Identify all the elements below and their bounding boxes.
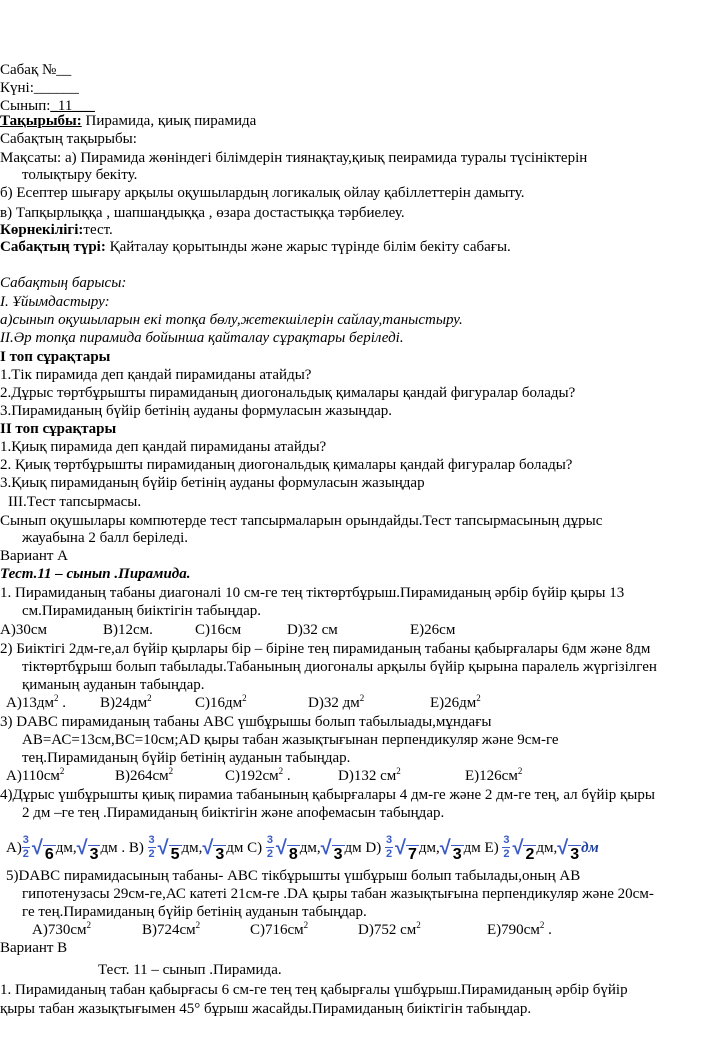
variant-a: Вариант А bbox=[0, 548, 69, 564]
task4-line-2: 2 дм –ге тең .Пирамиданың биіктігін және апофемасын табыңдар. bbox=[22, 805, 445, 821]
task1-option: С)16см bbox=[195, 622, 242, 638]
lesson-topic: Сабақтың тақырыбы: bbox=[0, 131, 137, 147]
task5-line-3: ге тең.Пирамиданың бүйір бетінің ауданын табыңдар. bbox=[22, 904, 367, 920]
sqrt: √ 7 bbox=[395, 836, 417, 863]
group2-q1: 1.Қиық пирамида деп қандай пирамиданы атайды? bbox=[0, 439, 327, 455]
sqrt: √ 3 bbox=[202, 836, 225, 863]
task2-option: D)32 $дм^2$ bbox=[308, 693, 365, 711]
intro-line-2: жауабына 2 балл беріледі. bbox=[22, 530, 189, 546]
task4-option-a: А) $\frac{3}{2}$ √ 6 дм, √ 3 дм . В) bbox=[6, 834, 144, 863]
task5-line-2: гипотенузасы 29см-ге,АС катеті 21см-ге .DА қыры табан жазықтығына перпендикуляр және 20см- bbox=[22, 886, 654, 902]
sqrt: √ 5 bbox=[157, 836, 180, 863]
task2-line-1: 2) Биіктігі 2дм-ге,ал бүйір қырлары бір – біріне тең пирамиданың табаны қабырғалары 6дм және 8дм bbox=[0, 641, 651, 657]
task3-line-1: 3) DАВС пирамиданың табаны АВС үшбұрышы болып табылыады,мұндағы bbox=[0, 714, 492, 730]
task3-line-3: тең.Пирамиданың бүйір бетінің ауданын табыңдар. bbox=[22, 750, 351, 766]
task5-option: $А)730см^2$ bbox=[32, 920, 91, 938]
task4-option-b: $\frac{3}{2}$ √ 5 дм, √ 3 дм С) bbox=[148, 834, 263, 863]
fraction: $\frac{3}{2}$ bbox=[385, 834, 393, 861]
visual-value: тест. bbox=[83, 222, 113, 238]
course-step-1a: а)сынып оқушыларын екі топқа бөлу,жетекшілерін сайлау,таныстыру. bbox=[0, 312, 463, 328]
group2-q3: 3.Қиық пирамиданың бүйір бетінің ауданы формуласын жазыңдар bbox=[0, 475, 425, 491]
topic-value: Пирамида, қиық пирамида bbox=[81, 113, 257, 129]
sqrt: √ 3 bbox=[320, 836, 343, 863]
group1-q2: 2.Дұрыс төртбұрышты пирамиданың диогональдық қималары қандай фигуралар болады? bbox=[0, 385, 576, 401]
lesson-type-label: Сабақтың түрі: bbox=[0, 239, 106, 255]
sqrt: √ 6 bbox=[31, 836, 54, 863]
task1-option: Е)26см bbox=[410, 622, 456, 638]
task4-options bbox=[6, 832, 599, 863]
task4-line-1: 4)Дұрыс үшбұрышты қиық пирамиа табанының қабырғалары 4 дм-ге және 2 дм-ге тең, ал бүйір қыры bbox=[0, 787, 655, 803]
sqrt: √ 3 bbox=[557, 836, 580, 863]
task2-option: $А)13дм^2$ . bbox=[6, 693, 66, 711]
task3-option: $С)192см^2$ . bbox=[225, 766, 291, 784]
task5-option: $Е)790см^2$ . bbox=[487, 920, 552, 938]
task2-line-2: тіктөртбұрыш болып табылады.Табанының диогоналы арқылы бүйір қырына паралель жүргізілген bbox=[22, 659, 657, 675]
aim-c: в) Тапқырлыққа , шапшаңдыққа , өзара достастыққа тәрбиелеу. bbox=[0, 205, 405, 221]
task4-option-d: $\frac{3}{2}$ √ 7 дм, √ 3 дм Е) bbox=[385, 834, 499, 863]
sqrt: √ 8 bbox=[275, 836, 298, 863]
task1-option: В)12см. bbox=[103, 622, 153, 638]
intro-line-1: Сынып оқушылары компютерде тест тапсырмаларын орындайды.Тест тапсырмасының дұрыс bbox=[0, 513, 603, 529]
step-3: III.Тест тапсырмасы. bbox=[8, 494, 142, 510]
grade-label: Сынып: bbox=[0, 98, 51, 114]
task5-option: $В)724см^2$ bbox=[142, 920, 201, 938]
task1-option: А)30см bbox=[0, 622, 47, 638]
task4-option-c: $\frac{3}{2}$ √ 8 дм, √ 3 дм D) bbox=[266, 834, 382, 863]
task3-option: $А)110см^2$ bbox=[6, 766, 65, 784]
group2-q2: 2. Қиық төртбұрышты пирамиданың диогональдық қималары қандай фигуралар болады? bbox=[0, 457, 573, 473]
task2-option: $В)24дм^2$ bbox=[100, 693, 152, 711]
task2-line-3: қиманың ауданын табыңдар. bbox=[22, 677, 205, 693]
topic-label: Тақырыбы: bbox=[0, 113, 82, 129]
task3-option: D)132 $см^2$ bbox=[338, 766, 401, 784]
aim-line-2: толықтыру бекіту. bbox=[22, 167, 138, 183]
grade-value: _11___ bbox=[50, 98, 95, 114]
task2-option: $С)16дм^2$ bbox=[195, 693, 247, 711]
lesson-number: Сабақ №__ bbox=[0, 62, 72, 78]
task5-option: D)752 $см^2$ bbox=[358, 920, 421, 938]
aim-line-1: Мақсаты: а) Пирамида жөніндегі білімдерін тиянақтау,қиық пеирамида туралы түсініктерін bbox=[0, 150, 588, 166]
course-title: Сабақтың барысы: bbox=[0, 275, 127, 291]
test-title-a: Тест.11 – сынып .Пирамида. bbox=[0, 566, 191, 582]
group1-q1: 1.Тік пирамида деп қандай пирамиданы атайды? bbox=[0, 367, 312, 383]
task4-option-e: $\frac{3}{2}$ √ 2 дм, √ 3 дм bbox=[503, 834, 599, 863]
lesson-date: Күні:______ bbox=[0, 80, 79, 96]
topic-line bbox=[0, 113, 256, 130]
fraction: $\frac{3}{2}$ bbox=[503, 834, 510, 861]
variant-b-task1-line-2: қыры табан жазықтығымен 45° бұрыш жасайды.Пирамиданың биіктігін табыңдар. bbox=[0, 1001, 532, 1017]
course-step-1: I. Ұйымдастыру: bbox=[0, 294, 110, 310]
group1-title: І топ сұрақтары bbox=[0, 349, 111, 365]
task3-option: $В)264см^2$ bbox=[115, 766, 174, 784]
lesson-type-value: Қайталау қорытынды және жарыс түрінде білім бекіту сабағы. bbox=[105, 239, 511, 255]
visual-label: Көрнекілігі: bbox=[0, 222, 84, 238]
fraction: $\frac{3}{2}$ bbox=[22, 834, 29, 861]
variant-b-task1-line-1: 1. Пирамиданың табан қабырғасы 6 см-ге тең тең қабырғалы үшбұрыш.Пирамиданың әрбір бүйір bbox=[0, 982, 628, 998]
task3-line-2: АВ=АС=13см,ВС=10см;АD қыры табан жазықтығынан перпендикуляр және 9см-ге bbox=[22, 732, 559, 748]
task5-option: $С)716см^2$ bbox=[250, 920, 309, 938]
variant-b: Вариант В bbox=[0, 940, 68, 956]
group1-q3: 3.Пирамиданың бүйір бетінің ауданы формуласын жазыңдар. bbox=[0, 403, 392, 419]
task1-option: D)32 см bbox=[287, 622, 338, 638]
task1-line-2: см.Пирамиданың биіктігін табыңдар. bbox=[22, 603, 262, 619]
task3-option: $Е)126см^2$ bbox=[465, 766, 523, 784]
fraction: $\frac{3}{2}$ bbox=[148, 834, 155, 861]
sqrt: √ 2 bbox=[512, 836, 535, 863]
task5-line-1: 5)DАВС пирамидасының табаны- АВС тікбұрышты үшбұрыш болып табылады,оның АВ bbox=[6, 868, 581, 884]
visual-line bbox=[0, 222, 113, 239]
group2-title: ІІ топ сұрақтары bbox=[0, 421, 117, 437]
aim-b: б) Есептер шығару арқылы оқушылардың логикалық ойлау қабіллеттерін дамыту. bbox=[0, 185, 525, 201]
sqrt: √ 3 bbox=[439, 836, 462, 863]
course-step-2: II.Әр топқа пирамида бойынша қайталау сұрақтары беріледі. bbox=[0, 330, 404, 346]
task1-line-1: 1. Пирамиданың табаны диагоналі 10 см-ге тең тіктөртбұрыш.Пирамиданың әрбір бүйір қыры 13 bbox=[0, 585, 625, 601]
fraction: $\frac{3}{2}$ bbox=[266, 834, 273, 861]
task2-option: $Е)26дм^2$ bbox=[430, 693, 481, 711]
test-title-b: Тест. 11 – сынып .Пирамида. bbox=[98, 962, 282, 978]
sqrt: √ 3 bbox=[76, 836, 99, 863]
lesson-type-line bbox=[0, 239, 511, 256]
